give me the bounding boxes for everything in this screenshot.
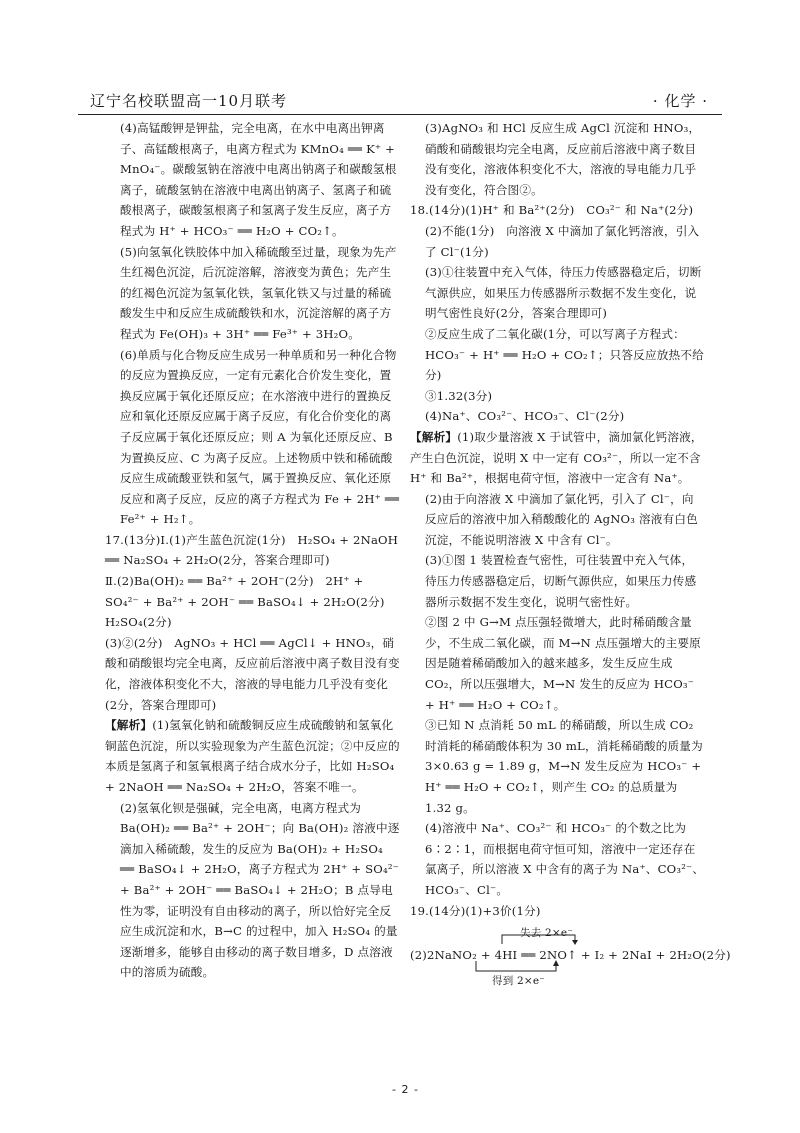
right-paragraph — [410, 550, 705, 612]
left-paragraph — [105, 571, 400, 633]
right-text: ③1.32(3分) — [425, 388, 493, 403]
right-paragraph — [410, 262, 705, 324]
left-paragraph — [105, 242, 400, 345]
electron-transfer-diagram — [410, 923, 731, 991]
right-paragraph — [410, 118, 705, 200]
right-column — [410, 118, 731, 991]
left-text: Ⅱ.(2)Ba(OH)₂ ══ Ba²⁺ + 2OH⁻(2分) 2H⁺ + SO₄²⁻ + Ba²⁺ + 2OH⁻ ══ BaSO₄↓ + 2H₂O(2分) H₂SO₄(2分) — [105, 574, 397, 630]
left-text: (1)氢氧化钠和硫酸铜反应生成硫酸钠和氢氧化铜蓝色沉淀，所以实验现象为产生蓝色沉淀；②中反应的本质是氢离子和氢氧根离子结合成水分子，比如 H₂SO₄ + 2NaOH ══ Na₂SO₄ + 2H₂O，答案不唯一。 — [105, 718, 400, 794]
right-text: (3)AgNO₃ 和 HCl 反应生成 AgCl 沉淀和 HNO₃，硝酸和硝酸银均完全电离，反应前后溶液中离子数目没有变化，溶液体积变化不大，溶液的导电能力几乎没有变化，符合图②。 — [425, 121, 701, 197]
left-text: (5)向氢氧化铁胶体中加入稀硫酸至过量，现象为先产生红褐色沉淀，后沉淀溶解，溶液变为黄色；先产生的红褐色沉淀为氢氧化铁，氢氧化铁又与过量的稀硫酸发生中和反应生成硫酸铁和水，沉淀溶解的离子方程式为 Fe(OH)₃ + 3H⁺ ══ Fe³⁺ + 3H₂O。 — [120, 244, 397, 341]
left-paragraph — [105, 118, 400, 242]
right-text: (2)不能(1分) 向溶液 X 中滴加了氯化钙溶液，引入了 Cl⁻(1分) — [425, 223, 700, 259]
right-text: 19.(14分)(1)+3价(1分) — [410, 903, 541, 918]
left-text: 17.(13分)Ⅰ.(1)产生蓝色沉淀(1分) H₂SO₄ + 2NaOH ══ Na₂SO₄ + 2H₂O(2分，答案合理即可) — [105, 532, 399, 568]
left-text: (4)高锰酸钾是钾盐，完全电离，在水中电离出钾离子、高锰酸根离子，电离方程式为 KMnO₄ ══ K⁺ + MnO₄⁻。碳酸氢钠在溶液中电离出钠离子和碳酸氢根离子，硫酸氢钠在溶液中电离出钠离子、氢离子和硫酸根离子，碳酸氢根离子和氢离子发生反应，离子方程式为 H⁺ + HCO₃⁻ ══ H₂O + CO₂↑。 — [120, 121, 397, 238]
right-paragraph — [410, 612, 705, 715]
lose-electrons-label: 失去 2×e⁻ — [520, 927, 573, 940]
right-paragraph — [410, 386, 705, 407]
left-column — [105, 118, 400, 983]
right-text: ③已知 N 点消耗 50 mL 的稀硝酸，所以生成 CO₂ 时消耗的稀硝酸体积为 30 mL，消耗稀硝酸的质量为 3×0.63 g = 1.89 g，M→N 发生反应为 HCO₃⁻ + H⁺ ══ H₂O + CO₂↑，则产生 CO₂ 的总质量为 1.32 g。 — [425, 718, 703, 815]
right-paragraph — [410, 427, 705, 489]
left-text: (6)单质与化合物反应生成另一种单质和另一种化合物的反应为置换反应，一定有元素化合价发生变化，置换反应属于氧化还原反应；在水溶液中进行的置换反应和氧化还原反应属于离子反应，有化合价变化的离子反应属于氧化还原反应；则 A 为氧化还原反应、B 为置换反应、C 为离子反应。上述物质中铁和稀硫酸反应生成硫酸亚铁和氢气，属于置换反应、氧化还原反应和离子反应，反应的离子方程式为 Fe + 2H⁺ ══ Fe²⁺ + H₂↑。 — [120, 347, 400, 527]
page-header — [78, 86, 722, 115]
left-paragraph — [105, 798, 400, 983]
subject-label: · 化学 · — [652, 92, 708, 110]
left-text: (3)②(2分) AgNO₃ + HCl ══ AgCl↓ + HNO₃，硝酸和硝酸银均完全电离，反应前后溶液中离子数目没有变化，溶液体积变化不大，溶液的导电能力几乎没有变化(2分，答案合理即可) — [105, 635, 400, 712]
right-paragraph — [410, 324, 705, 386]
right-paragraph — [410, 818, 705, 900]
right-paragraph — [410, 489, 705, 551]
redox-equation: (2)2NaNO₂ + 4HI ══ 2NO↑ + I₂ + 2NaI + 2H₂O(2分) — [410, 948, 731, 963]
right-paragraph — [410, 221, 705, 262]
right-text: (4)Na⁺、CO₃²⁻、HCO₃⁻、Cl⁻(2分) — [425, 409, 625, 424]
left-paragraph — [105, 633, 400, 715]
page-number: - 2 - — [392, 1083, 419, 1096]
right-paragraph — [410, 200, 705, 221]
left-text: (2)氢氧化钡是强碱，完全电离，电离方程式为 Ba(OH)₂ ══ Ba²⁺ + 2OH⁻；向 Ba(OH)₂ 溶液中逐滴加入稀硫酸，发生的反应为 Ba(OH)₂ + H₂SO₄ ══ BaSO₄↓ + 2H₂O，离子方程式为 2H⁺ + SO₄²⁻ + Ba²⁺ + 2OH⁻ ══ BaSO₄↓ + 2H₂O；B 点导电性为零，证明没有自由移动的离子，所以恰好完全反应生成沉淀和水，B→C 的过程中，加入 H₂SO₄ 的量逐渐增多，能够自由移动的离子数目增多，D 点溶液中的溶质为硫酸。 — [120, 800, 400, 980]
right-text: (1)取少量溶液 X 于试管中，滴加氯化钙溶液，产生白色沉淀，说明 X 中一定有 CO₃²⁻，所以一定不含 H⁺ 和 Ba²⁺，根据电荷守恒，溶液中一定含有 Na⁺。 — [410, 429, 703, 486]
right-text: (4)溶液中 Na⁺、CO₃²⁻ 和 HCO₃⁻ 的个数之比为 6∶2∶1，而根据电荷守恒可知，溶液中一定还存在氯离子，所以溶液 X 中含有的离子为 Na⁺、CO₃²⁻、HCO₃⁻、Cl⁻。 — [425, 821, 705, 897]
right-paragraph — [410, 715, 705, 818]
right-paragraph — [410, 406, 705, 427]
right-text: (3)①往装置中充入气体，待压力传感器稳定后，切断气源供应，如果压力传感器所示数据不发生变化，说明气密性良好(2分，答案合理即可) — [425, 265, 702, 321]
left-paragraph — [105, 345, 400, 530]
analysis-tag: 【解析】 — [105, 718, 153, 733]
analysis-tag: 【解析】 — [410, 429, 458, 444]
right-text: (3)①图 1 装置检查气密性，可往装置中充入气体，待压力传感器稳定后，切断气源供应，如果压力传感器所示数据不发生变化，说明气密性好。 — [425, 553, 697, 609]
gain-electrons-label: 得到 2×e⁻ — [492, 975, 545, 988]
right-text: ②反应生成了二氧化碳(1分，可以写离子方程式：HCO₃⁻ + H⁺ ══ H₂O + CO₂↑；只答反应放热不给分) — [425, 326, 704, 383]
right-text: 18.(14分)(1)H⁺ 和 Ba²⁺(2分) CO₃²⁻ 和 Na⁺(2分) — [410, 203, 694, 218]
left-paragraph — [105, 530, 400, 571]
right-text: (2)由于向溶液 X 中滴加了氯化钙，引入了 Cl⁻，向反应后的溶液中加入稍酸酸化的 AgNO₃ 溶液有白色沉淀，不能说明溶液 X 中含有 Cl⁻。 — [425, 491, 698, 547]
right-text: ②图 2 中 G→M 点压强轻微增大，此时稀硝酸含量少，不生成二氧化碳，而 M→N 点压强增大的主要原因是随着稀硝酸加入的越来越多，发生反应生成 CO₂，所以压强增大，M→N 发生的反应为 HCO₃⁻ + H⁺ ══ H₂O + CO₂↑。 — [425, 615, 701, 712]
exam-title: 辽宁名校联盟高一10月联考 — [90, 92, 288, 110]
left-paragraph — [105, 715, 400, 797]
right-paragraph — [410, 901, 705, 922]
